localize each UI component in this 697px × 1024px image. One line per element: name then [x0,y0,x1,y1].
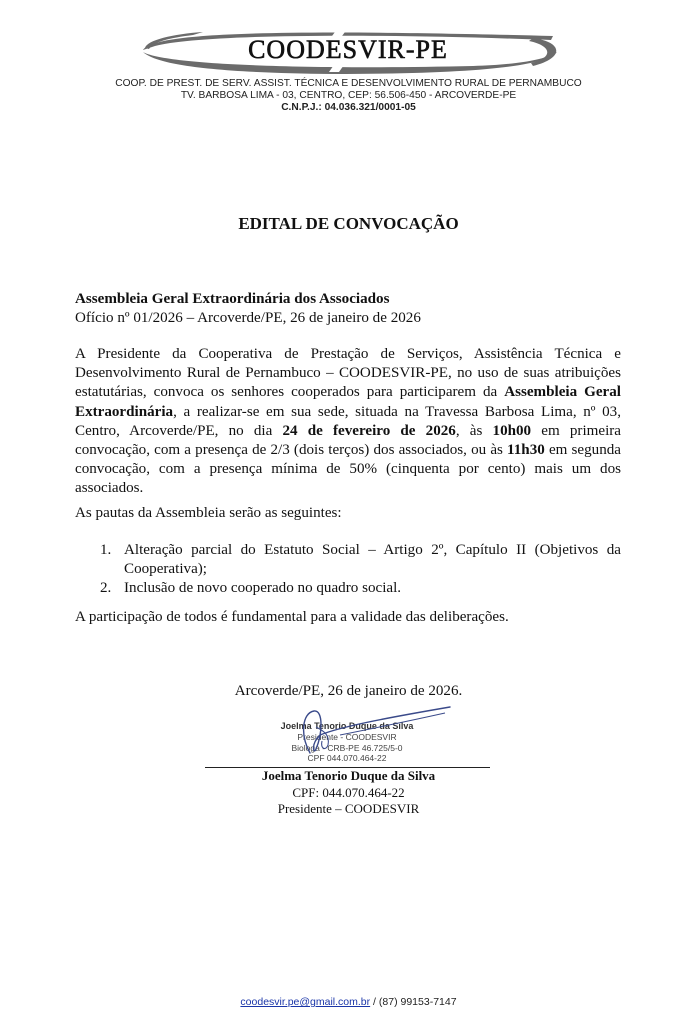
p1-text-5: em segunda convocação, com a presença mínima de 50% (cinquenta por cento) mais um dos associados. [75,442,621,497]
p1-text-1: A Presidente da Cooperativa de Prestação de Serviços, Assistência Técnica e Desenvolvimento Rural de Pernambuco – COODESVIR-PE, no uso de suas atribuições estatutárias, convoca os senhores cooperados para participarem da [75,346,621,401]
p1-bold-date: 24 de fevereiro de 2026 [282,422,456,439]
subject-block [75,290,635,328]
p1-bold-time-second: 11h30 [507,442,545,459]
agenda-item [100,541,621,579]
email-link[interactable]: coodesvir.pe@gmail.com.br [240,996,371,1008]
agenda-intro: As pautas da Assembleia serão as seguintes: [75,505,342,521]
stamp-registry: Biologa - CRB-PE 46.725/5-0 [291,742,403,753]
signer-role: Presidente – COODESVIR [277,801,420,816]
stamp-cpf: CPF 044.070.464-22 [307,753,387,763]
reference-line: Ofício nº 01/2026 – Arcoverde/PE, 26 de janeiro de 2026 [75,310,421,327]
p1-bold-time-first: 10h00 [492,422,532,439]
handwritten-signature-icon [280,705,460,760]
org-cnpj: C.N.P.J.: 04.036.321/0001-05 [281,102,416,113]
footer-separator: / [370,996,379,1008]
org-name: COOP. DE PREST. DE SERV. ASSIST. TÉCNICA E DESENVOLVIMENTO RURAL DE PERNAMBUCO [115,78,582,89]
agenda-item-text: Alteração parcial do Estatuto Social – Artigo 2º, Capítulo II (Objetivos da Cooperativa); [124,542,621,578]
agenda-list [100,541,621,599]
agenda-item [100,579,621,598]
place-date: Arcoverde/PE, 26 de janeiro de 2026. [234,683,463,699]
document-title: EDITAL DE CONVOCAÇÃO [238,214,459,233]
org-address: TV. BARBOSA LIMA - 03, CENTRO, CEP: 56.506-450 - ARCOVERDE-PE [180,90,517,101]
p1-text-3: , às [455,422,493,439]
convocation-paragraph [75,345,621,499]
stamp-name: Joelma Tenorio Duque da Silva [280,721,414,731]
p1-bold-assembly: Assembleia Geral Extraordinária [75,384,621,420]
agenda-item-number: 1. [100,542,112,558]
signer-name: Joelma Tenorio Duque da Silva [261,768,436,783]
coodesvir-logo [133,18,563,76]
closing-statement: A participação de todos é fundamental para a validade das deliberações. [75,609,509,625]
subject-line: Assembleia Geral Extraordinária dos Associados [75,291,390,307]
logo-text: COODESVIR-PE [248,35,448,64]
p1-text-2: , a realizar-se em sua sede, situada na Travessa Barbosa Lima, nº 03, Centro, Arcoverde/PE, no dia [75,403,621,439]
agenda-item-text: Inclusão de novo cooperado no quadro social. [124,580,402,597]
stamp-role: Presidente - COODESVIR [297,732,397,742]
footer-contact [0,996,697,1008]
agenda-item-number: 2. [100,580,112,597]
signer-cpf: CPF: 044.070.464-22 [292,785,405,800]
p1-text-4: em primeira convocação, com a presença de 2/3 (dois terços) dos associados, ou às [75,422,621,459]
phone-number: (87) 99153-7147 [378,996,457,1008]
logo-swoosh-icon [133,18,563,76]
